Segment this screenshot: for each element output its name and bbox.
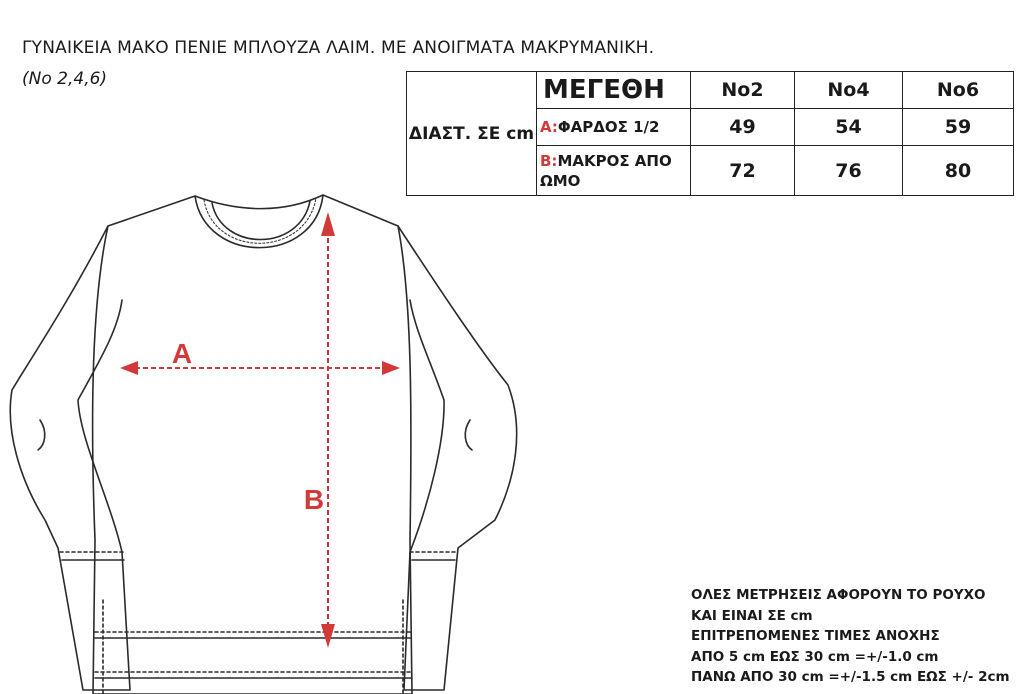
size-range: (No 2,4,6) [22,69,108,89]
label-a: A [171,338,193,369]
width-value: 54 [795,109,903,146]
label-b: B [303,484,325,515]
width-value: 59 [903,109,1014,146]
tolerance-notes [691,585,1010,688]
width-arrow-right-head [382,361,400,375]
length-label-line1: ΜΑΚΡΟΣ ΑΠΟ [557,151,672,170]
width-arrow-left-head [120,361,138,375]
measurement-arrows [120,212,400,648]
length-value: 80 [903,146,1014,196]
width-value: 49 [691,109,795,146]
width-label-text: ΦΑΡΔΟΣ 1/2 [557,118,660,136]
note-line: ΕΠΙΤΡΕΠΟΜΕΝΕΣ ΤΙΜΕΣ ΑΝΟΧΗΣ [691,628,940,644]
note-line: ΟΛΕΣ ΜΕΤΡΗΣΕΙΣ ΑΦΟΡΟΥΝ ΤΟ ΡΟΥΧΟ [691,587,986,603]
size-header: No2 [691,72,795,109]
length-label [537,146,691,196]
tshirt-outline [10,195,516,694]
length-label-line2: ΩΜΟ [540,171,581,190]
length-value: 72 [691,146,795,196]
size-header-row [407,72,1014,109]
length-value: 76 [795,146,903,196]
measure-letter-b: B: [540,151,558,170]
note-line: ΑΠΟ 5 cm ΕΩΣ 30 cm =+/-1.0 cm [691,648,939,665]
length-arrow-top-head [321,212,335,236]
measure-letter-a: A: [540,118,558,136]
size-header: No6 [903,72,1014,109]
garment-sketch [0,180,540,694]
length-arrow-bottom-head [321,624,335,648]
note-line: ΚΑΙ ΕΙΝΑΙ ΣΕ cm [691,607,813,624]
size-header: No4 [795,72,903,109]
sizes-label: ΜΕΓΕΘΗ [537,72,691,109]
dimensions-label: ΔΙΑΣΤ. ΣΕ cm [407,72,537,196]
size-table [406,71,1014,196]
width-label [537,109,691,146]
note-line: ΠΑΝΩ ΑΠΟ 30 cm =+/-1.5 cm ΕΩΣ +/- 2cm [691,669,1010,685]
document-title: ΓΥΝΑΙΚΕΙΑ ΜΑΚΟ ΠΕΝΙΕ ΜΠΛΟΥΖΑ ΛΑΙΜ. ΜΕ ΑΝΟΙΓΜΑΤΑ ΜΑΚΡΥΜΑΝΙΚΗ. [22,38,655,58]
